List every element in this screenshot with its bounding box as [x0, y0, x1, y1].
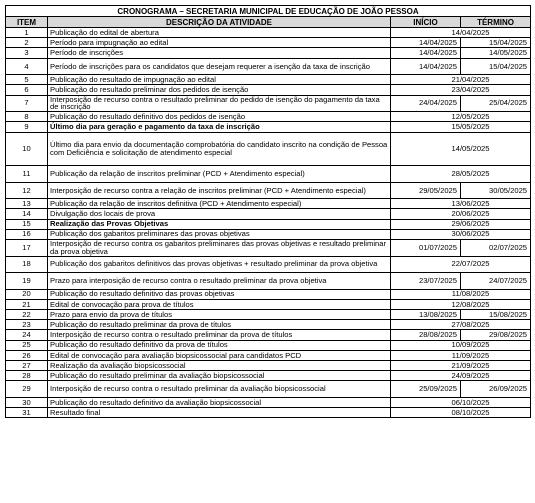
schedule-table [5, 5, 531, 418]
single-date: 10/09/2025 [451, 340, 490, 350]
date-cell [391, 85, 531, 95]
item-number: 18 [6, 256, 48, 273]
date-cell [391, 112, 531, 122]
item-number: 9 [6, 122, 48, 132]
header-start: INÍCIO [391, 17, 461, 28]
table-row [6, 209, 531, 219]
single-date: 23/04/2025 [451, 85, 490, 95]
activity-description: Último dia para geração e pagamento da taxa de inscrição [48, 122, 391, 132]
item-number: 28 [6, 371, 48, 381]
item-number: 12 [6, 182, 48, 199]
activity-description: Interposição de recurso contra a relação de inscritos preliminar (PCD + Atendimento especial) [48, 182, 391, 199]
single-date: 27/08/2025 [451, 320, 490, 330]
item-number: 3 [6, 48, 48, 58]
activity-description: Publicação do resultado de impugnação ao edital [48, 75, 391, 85]
end-date: 15/04/2025 [461, 38, 531, 48]
start-date: 13/08/2025 [391, 310, 461, 320]
activity-description: Publicação do resultado definitivo da prova de títulos [48, 340, 391, 350]
date-cell [391, 320, 531, 330]
activity-description: Publicação do edital de abertura [48, 28, 391, 38]
single-date: 12/08/2025 [451, 299, 490, 309]
table-row [6, 320, 531, 330]
date-cell [391, 408, 531, 418]
activity-description: Interposição de recurso contra o resultado preliminar da prova de títulos [48, 330, 391, 340]
item-number: 23 [6, 320, 48, 330]
table-row [6, 132, 531, 166]
table-row [6, 28, 531, 38]
table-row [6, 75, 531, 85]
activity-description: Publicação dos gabaritos preliminares das provas objetivas [48, 229, 391, 239]
header-description: DESCRIÇÃO DA ATIVIDADE [48, 17, 391, 28]
date-cell [391, 229, 531, 239]
single-date: 13/06/2025 [451, 198, 490, 208]
table-row [6, 58, 531, 75]
activity-description: Edital de convocação para prova de títulos [48, 299, 391, 309]
date-cell [391, 340, 531, 350]
start-date: 14/04/2025 [391, 48, 461, 58]
table-row [6, 289, 531, 299]
single-date: 28/05/2025 [451, 168, 490, 178]
start-date: 14/04/2025 [391, 38, 461, 48]
table-row [6, 219, 531, 229]
item-number: 29 [6, 381, 48, 398]
date-cell [391, 289, 531, 299]
schedule-body [6, 28, 531, 418]
end-date: 26/09/2025 [461, 381, 531, 398]
item-number: 31 [6, 408, 48, 418]
activity-description: Publicação do resultado definitivo da avaliação biopsicossocial [48, 398, 391, 408]
table-row [6, 166, 531, 183]
item-number: 10 [6, 132, 48, 166]
header-end: TÉRMINO [461, 17, 531, 28]
table-row [6, 371, 531, 381]
table-row [6, 310, 531, 320]
item-number: 19 [6, 273, 48, 290]
start-date: 25/09/2025 [391, 381, 461, 398]
item-number: 4 [6, 58, 48, 75]
single-date: 12/05/2025 [451, 111, 490, 121]
end-date: 15/08/2025 [461, 310, 531, 320]
table-row [6, 239, 531, 256]
single-date: 08/10/2025 [451, 407, 490, 417]
header-item: ITEM [6, 17, 48, 28]
table-row [6, 95, 531, 112]
table-row [6, 273, 531, 290]
date-cell [391, 75, 531, 85]
table-row [6, 85, 531, 95]
single-date: 29/06/2025 [451, 219, 490, 229]
activity-description: Publicação do resultado definitivo das provas objetivas [48, 289, 391, 299]
activity-description: Último dia para envio da documentação comprobatória do candidato inscrito na condição de Pessoa com Deficiência e solicitação de atendimento especial [48, 132, 391, 166]
activity-description: Publicação dos gabaritos definitivos das provas objetivas + resultado preliminar da prova objetiva [48, 256, 391, 273]
start-date: 23/07/2025 [391, 273, 461, 290]
end-date: 14/05/2025 [461, 48, 531, 58]
item-number: 27 [6, 361, 48, 371]
date-cell [391, 398, 531, 408]
item-number: 2 [6, 38, 48, 48]
table-row [6, 381, 531, 398]
item-number: 14 [6, 209, 48, 219]
item-number: 1 [6, 28, 48, 38]
activity-description: Realização da avaliação biopsicossocial [48, 361, 391, 371]
activity-description: Realização das Provas Objetivas [48, 219, 391, 229]
start-date: 01/07/2025 [391, 239, 461, 256]
table-row [6, 38, 531, 48]
end-date: 02/07/2025 [461, 239, 531, 256]
item-number: 30 [6, 398, 48, 408]
single-date: 20/06/2025 [451, 209, 490, 219]
activity-description: Publicação da relação de inscritos definitiva (PCD + Atendimento especial) [48, 199, 391, 209]
table-row [6, 361, 531, 371]
table-row [6, 398, 531, 408]
activity-description: Período de inscrições para os candidatos que desejam requerer a isenção da taxa de inscrição [48, 58, 391, 75]
table-row [6, 256, 531, 273]
table-title: CRONOGRAMA – SECRETARIA MUNICIPAL DE EDUCAÇÃO DE JOÃO PESSOA [6, 6, 531, 17]
single-date: 21/04/2025 [451, 74, 490, 84]
activity-description: Publicação do resultado definitivo dos pedidos de isenção [48, 112, 391, 122]
single-date: 22/07/2025 [451, 259, 490, 269]
date-cell [391, 371, 531, 381]
date-cell [391, 122, 531, 132]
table-row [6, 408, 531, 418]
end-date: 15/04/2025 [461, 58, 531, 75]
date-cell [391, 28, 531, 38]
activity-description: Período para impugnação ao edital [48, 38, 391, 48]
single-date: 30/06/2025 [451, 229, 490, 239]
single-date: 21/09/2025 [451, 360, 490, 370]
single-date: 11/08/2025 [451, 289, 490, 299]
table-row [6, 340, 531, 350]
activity-description: Publicação do resultado preliminar da avaliação biopsicossocial [48, 371, 391, 381]
activity-description: Resultado final [48, 408, 391, 418]
table-row [6, 112, 531, 122]
item-number: 21 [6, 299, 48, 309]
activity-description: Publicação do resultado preliminar da prova de títulos [48, 320, 391, 330]
item-number: 17 [6, 239, 48, 256]
table-row [6, 229, 531, 239]
item-number: 6 [6, 85, 48, 95]
schedule-document [5, 5, 530, 418]
item-number: 5 [6, 75, 48, 85]
single-date: 14/04/2025 [451, 27, 490, 37]
date-cell [391, 299, 531, 309]
table-row [6, 122, 531, 132]
date-cell [391, 209, 531, 219]
date-cell [391, 350, 531, 360]
single-date: 24/09/2025 [451, 370, 490, 380]
date-cell [391, 199, 531, 209]
activity-description: Interposição de recurso contra o resultado preliminar do pedido de isenção do pagamento da taxa de inscrição [48, 95, 391, 112]
date-cell [391, 166, 531, 183]
activity-description: Publicação do resultado preliminar dos pedidos de isenção [48, 85, 391, 95]
date-cell [391, 132, 531, 166]
item-number: 11 [6, 166, 48, 183]
end-date: 25/04/2025 [461, 95, 531, 112]
start-date: 28/08/2025 [391, 330, 461, 340]
activity-description: Edital de convocação para avaliação biopsicossocial para candidatos PCD [48, 350, 391, 360]
item-number: 24 [6, 330, 48, 340]
item-number: 8 [6, 112, 48, 122]
end-date: 24/07/2025 [461, 273, 531, 290]
item-number: 22 [6, 310, 48, 320]
activity-description: Período de inscrições [48, 48, 391, 58]
item-number: 13 [6, 199, 48, 209]
activity-description: Prazo para envio da prova de títulos [48, 310, 391, 320]
item-number: 20 [6, 289, 48, 299]
table-row [6, 182, 531, 199]
table-row [6, 199, 531, 209]
table-row [6, 299, 531, 309]
item-number: 15 [6, 219, 48, 229]
activity-description: Publicação da relação de inscritos preliminar (PCD + Atendimento especial) [48, 166, 391, 183]
date-cell [391, 361, 531, 371]
activity-description: Interposição de recurso contra o resultado preliminar da avaliação biopsicossocial [48, 381, 391, 398]
item-number: 7 [6, 95, 48, 112]
single-date: 06/10/2025 [451, 397, 490, 407]
start-date: 14/04/2025 [391, 58, 461, 75]
item-number: 16 [6, 229, 48, 239]
single-date: 15/05/2025 [451, 122, 490, 132]
start-date: 24/04/2025 [391, 95, 461, 112]
start-date: 29/05/2025 [391, 182, 461, 199]
activity-description: Divulgação dos locais de prova [48, 209, 391, 219]
table-row [6, 330, 531, 340]
single-date: 11/09/2025 [451, 350, 490, 360]
date-cell [391, 256, 531, 273]
item-number: 26 [6, 350, 48, 360]
activity-description: Prazo para interposição de recurso contra o resultado preliminar da prova objetiva [48, 273, 391, 290]
table-row [6, 48, 531, 58]
date-cell [391, 219, 531, 229]
end-date: 29/08/2025 [461, 330, 531, 340]
activity-description: Interposição de recurso contra os gabaritos preliminares das provas objetivas e resultado preliminar da prova objetiva [48, 239, 391, 256]
table-row [6, 350, 531, 360]
end-date: 30/05/2025 [461, 182, 531, 199]
single-date: 14/05/2025 [451, 143, 490, 153]
item-number: 25 [6, 340, 48, 350]
